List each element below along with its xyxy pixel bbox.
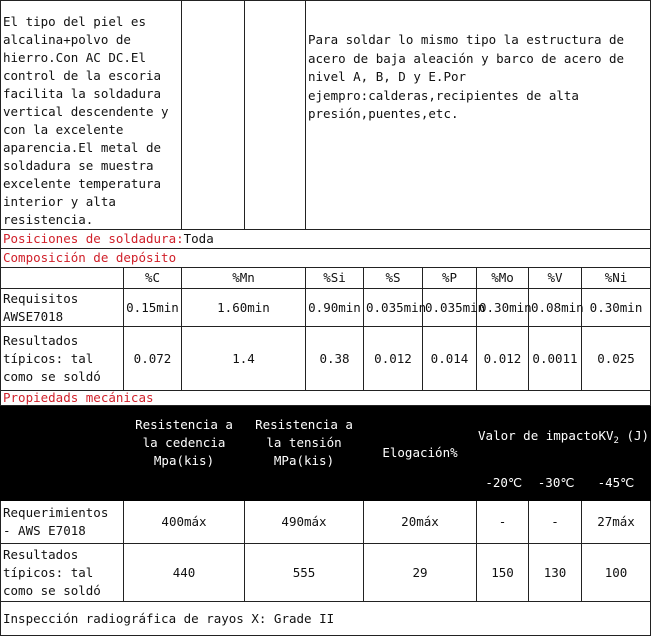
blank-cell bbox=[245, 1, 306, 230]
elongation-header: Elogación% bbox=[364, 406, 477, 501]
composition-value: 0.012 bbox=[477, 327, 529, 391]
composition-row-label: Requisitos AWSE7018 bbox=[1, 289, 124, 327]
tensile-value: 490máx bbox=[245, 501, 364, 544]
applications-text: Para soldar lo mismo tipo la estructura de acero de baja aleación y barco de acero de nivel A, B, D y E.Por ejempro:calderas,recipientes de alta presión,puentes,etc. bbox=[306, 1, 651, 230]
impact-value: 150 bbox=[477, 544, 529, 602]
impact-value: - bbox=[477, 501, 529, 544]
composition-value: 0.014 bbox=[423, 327, 477, 391]
positions-label: Posiciones de soldadura: bbox=[3, 231, 184, 246]
composition-value: 0.012 bbox=[364, 327, 423, 391]
yield-header: Resistencia a la cedencia Mpa(kis) bbox=[124, 406, 245, 501]
composition-header: %C bbox=[124, 268, 182, 289]
composition-title: Composición de depósito bbox=[1, 249, 651, 268]
impact-value: 27máx bbox=[582, 501, 651, 544]
composition-value: 0.0011 bbox=[529, 327, 582, 391]
composition-header: %S bbox=[364, 268, 423, 289]
composition-value: 0.072 bbox=[124, 327, 182, 391]
composition-value: 0.035min bbox=[423, 289, 477, 327]
composition-header: %Ni bbox=[582, 268, 651, 289]
impact-title: Valor de impactoKV$_2$ (J) bbox=[478, 428, 650, 446]
impact-value: 100 bbox=[582, 544, 651, 602]
composition-header: %Mo bbox=[477, 268, 529, 289]
yield-value: 400máx bbox=[124, 501, 245, 544]
radiographic-inspection: Inspección radiográfica de rayos X: Grade II bbox=[1, 602, 651, 636]
blank-cell bbox=[182, 1, 245, 230]
yield-value: 440 bbox=[124, 544, 245, 602]
composition-header: %V bbox=[529, 268, 582, 289]
composition-value: 1.4 bbox=[182, 327, 306, 391]
mechanical-row-label: Requerimientos - AWS E7018 bbox=[1, 501, 124, 544]
tensile-header: Resistencia a la tensión MPa(kis) bbox=[245, 406, 364, 501]
positions-row bbox=[1, 230, 651, 249]
impact-value: 130 bbox=[529, 544, 582, 602]
composition-header: %Si bbox=[306, 268, 364, 289]
composition-value: 0.30min bbox=[582, 289, 651, 327]
tensile-value: 555 bbox=[245, 544, 364, 602]
positions-value: Toda bbox=[183, 231, 214, 246]
composition-value: 0.38 bbox=[306, 327, 364, 391]
impact-value: - bbox=[529, 501, 582, 544]
elongation-value: 29 bbox=[364, 544, 477, 602]
composition-header: %P bbox=[423, 268, 477, 289]
composition-value: 0.30min bbox=[477, 289, 529, 327]
composition-value: 0.90min bbox=[306, 289, 364, 327]
composition-value: 0.025 bbox=[582, 327, 651, 391]
composition-row-label: Resultados típicos: tal como se soldó bbox=[1, 327, 124, 391]
composition-value: 0.08min bbox=[529, 289, 582, 327]
mechanical-title: Propiedads mecánicas bbox=[1, 391, 651, 406]
composition-value: 0.15min bbox=[124, 289, 182, 327]
impact-temp: -45℃ bbox=[597, 475, 635, 490]
mechanical-header-blank bbox=[1, 406, 124, 501]
composition-value: 0.035min bbox=[364, 289, 423, 327]
mechanical-row-label: Resultados típicos: tal como se soldó bbox=[1, 544, 124, 602]
impact-header bbox=[477, 406, 651, 501]
composition-value: 1.60min bbox=[182, 289, 306, 327]
impact-temp: -30℃ bbox=[537, 475, 575, 490]
impact-temp: -20℃ bbox=[485, 475, 522, 490]
description-text: El tipo del piel es alcalina+polvo de hierro.Con AC DC.El control de la escoria facilita la soldadura vertical descendente y con la excelente aparencia.El metal de soldadura se muestra excelente temperatura interior y alta resistencia. bbox=[1, 1, 182, 230]
composition-header: %Mn bbox=[182, 268, 306, 289]
elongation-value: 20máx bbox=[364, 501, 477, 544]
composition-header-blank bbox=[1, 268, 124, 289]
